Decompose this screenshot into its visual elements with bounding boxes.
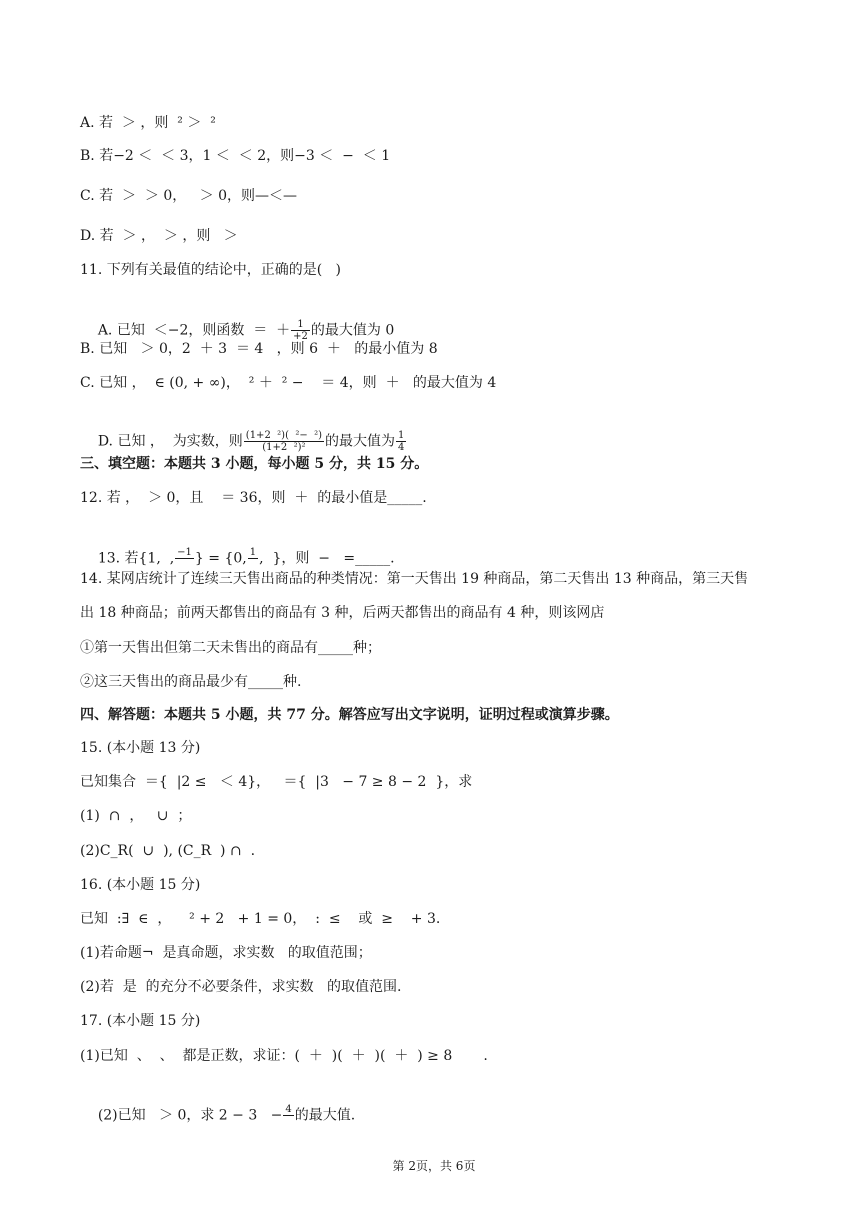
q15-header: 15. (本小题 13 分) xyxy=(80,740,201,756)
q11-stem: 11. 下列有关最值的结论中，正确的是( ) xyxy=(80,262,341,278)
q17-2-suffix: 的最大值. xyxy=(294,1107,356,1124)
q11a-prefix: A. 已知 ＜−2，则函数 ＝ ＋ xyxy=(97,322,291,339)
section-3-heading: 三、填空题：本题共 3 小题，每小题 5 分，共 15 分。 xyxy=(80,456,429,472)
q12-stem: 12. 若 ， ＞ 0，且 ＝ 36，则 ＋ 的最小值是_____. xyxy=(80,490,427,506)
q16-header: 16. (本小题 15 分) xyxy=(80,877,201,893)
q11d-numerator: (1+2 ²)( ²− ²) xyxy=(245,430,322,441)
q11d-fraction xyxy=(244,430,324,453)
q13-suffix: , }，则 − =_____. xyxy=(259,550,395,567)
q15-part-2: (2)C_R( ∪ ), (C_R ) ∩ . xyxy=(80,843,256,859)
q17-2-prefix: (2)已知 ＞ 0，求 2 − 3 − xyxy=(97,1107,283,1124)
q10-option-d: D. 若 ＞ ， ＞ ，则 ＞ xyxy=(80,228,238,244)
q16-stem: 已知 :∃ ∈ ， ² + 2 + 1 = 0， : ≤ 或 ≥ + 3. xyxy=(80,911,441,927)
q13-second-numerator: 1 xyxy=(249,547,257,558)
q16-part-1: (1)若命题¬ 是真命题，求实数 的取值范围； xyxy=(80,945,372,961)
section-4-heading: 四、解答题：本题共 5 小题，共 77 分。解答应写出文字说明，证明过程或演算步骤。 xyxy=(80,707,619,723)
q17-part-1: (1)已知 、 、 都是正数，求证：( ＋ )( ＋ )( ＋ ) ≥ 8 . xyxy=(80,1048,488,1064)
q11-option-b: B. 已知 ＞ 0，2 ＋ 3 ＝ 4 ，则 6 ＋ 的最小值为 8 xyxy=(80,341,438,357)
q15-stem: 已知集合 ＝{ |2 ≤ ＜ 4}， ＝{ |3 − 7 ≥ 8 − 2 }，求 xyxy=(80,774,473,790)
q11a-numerator: 1 xyxy=(291,319,310,331)
q10-option-c: C. 若 ＞ ＞ 0， ＞ 0，则—＜— xyxy=(80,188,297,204)
q14-line-1: 14. 某网店统计了连续三天售出商品的种类情况：第一天售出 19 种商品，第二天售出 13 种商品，第三天售 xyxy=(80,571,749,587)
q13-second-fraction xyxy=(248,547,258,570)
q16-part-2: (2)若 是 的充分不必要条件，求实数 的取值范围. xyxy=(80,979,402,995)
q17-2-numerator: 4 xyxy=(285,1104,292,1115)
q11d-result-fraction xyxy=(396,430,406,453)
q17-header: 17. (本小题 15 分) xyxy=(80,1013,201,1029)
q11d-result-denominator: 4 xyxy=(397,442,405,453)
q14-part-1: ①第一天售出但第二天未售出的商品有_____种； xyxy=(80,640,381,656)
q10-option-a: A. 若 ＞ ，则 ² ＞ ² xyxy=(80,115,216,131)
q11a-suffix: 的最大值为 0 xyxy=(310,322,395,339)
q14-line-2: 出 18 种商品；前两天都售出的商品有 3 种，后两天都售出的商品有 4 种，则该网店 xyxy=(80,605,605,621)
q17-part-2 xyxy=(80,1084,355,1147)
q11a-denominator: +2 xyxy=(293,331,308,342)
q11d-denominator: (1+2 ²)² xyxy=(262,442,306,453)
q11d-result-numerator: 1 xyxy=(397,430,405,441)
q11-option-c: C. 已知 ， ∈ (0, + ∞)， ² ＋ ² − ＝ 4，则 ＋ 的最大值为 4 xyxy=(80,375,497,391)
q14-part-2: ②这三天售出的商品最少有_____种. xyxy=(80,674,302,690)
q15-part-1: (1) ∩ ， ∪ ； xyxy=(80,808,192,824)
q13-middle: } = {0, xyxy=(194,550,247,567)
page-footer: 第 2页，共 6页 xyxy=(392,1159,476,1173)
q17-2-denominator xyxy=(283,1116,293,1127)
q13-prefix: 13. 若{1, , xyxy=(97,550,175,567)
q17-2-fraction xyxy=(283,1104,293,1127)
q10-option-b: B. 若−2 ＜ ＜ 3，1 ＜ ＜ 2，则−3 ＜ − ＜ 1 xyxy=(80,148,391,164)
q11d-prefix: D. 已知 ， 为实数，则 xyxy=(97,433,243,450)
q11d-middle: 的最大值为 xyxy=(324,433,395,450)
q13-numerator: −1 xyxy=(177,547,192,558)
q13-fraction xyxy=(175,547,194,570)
